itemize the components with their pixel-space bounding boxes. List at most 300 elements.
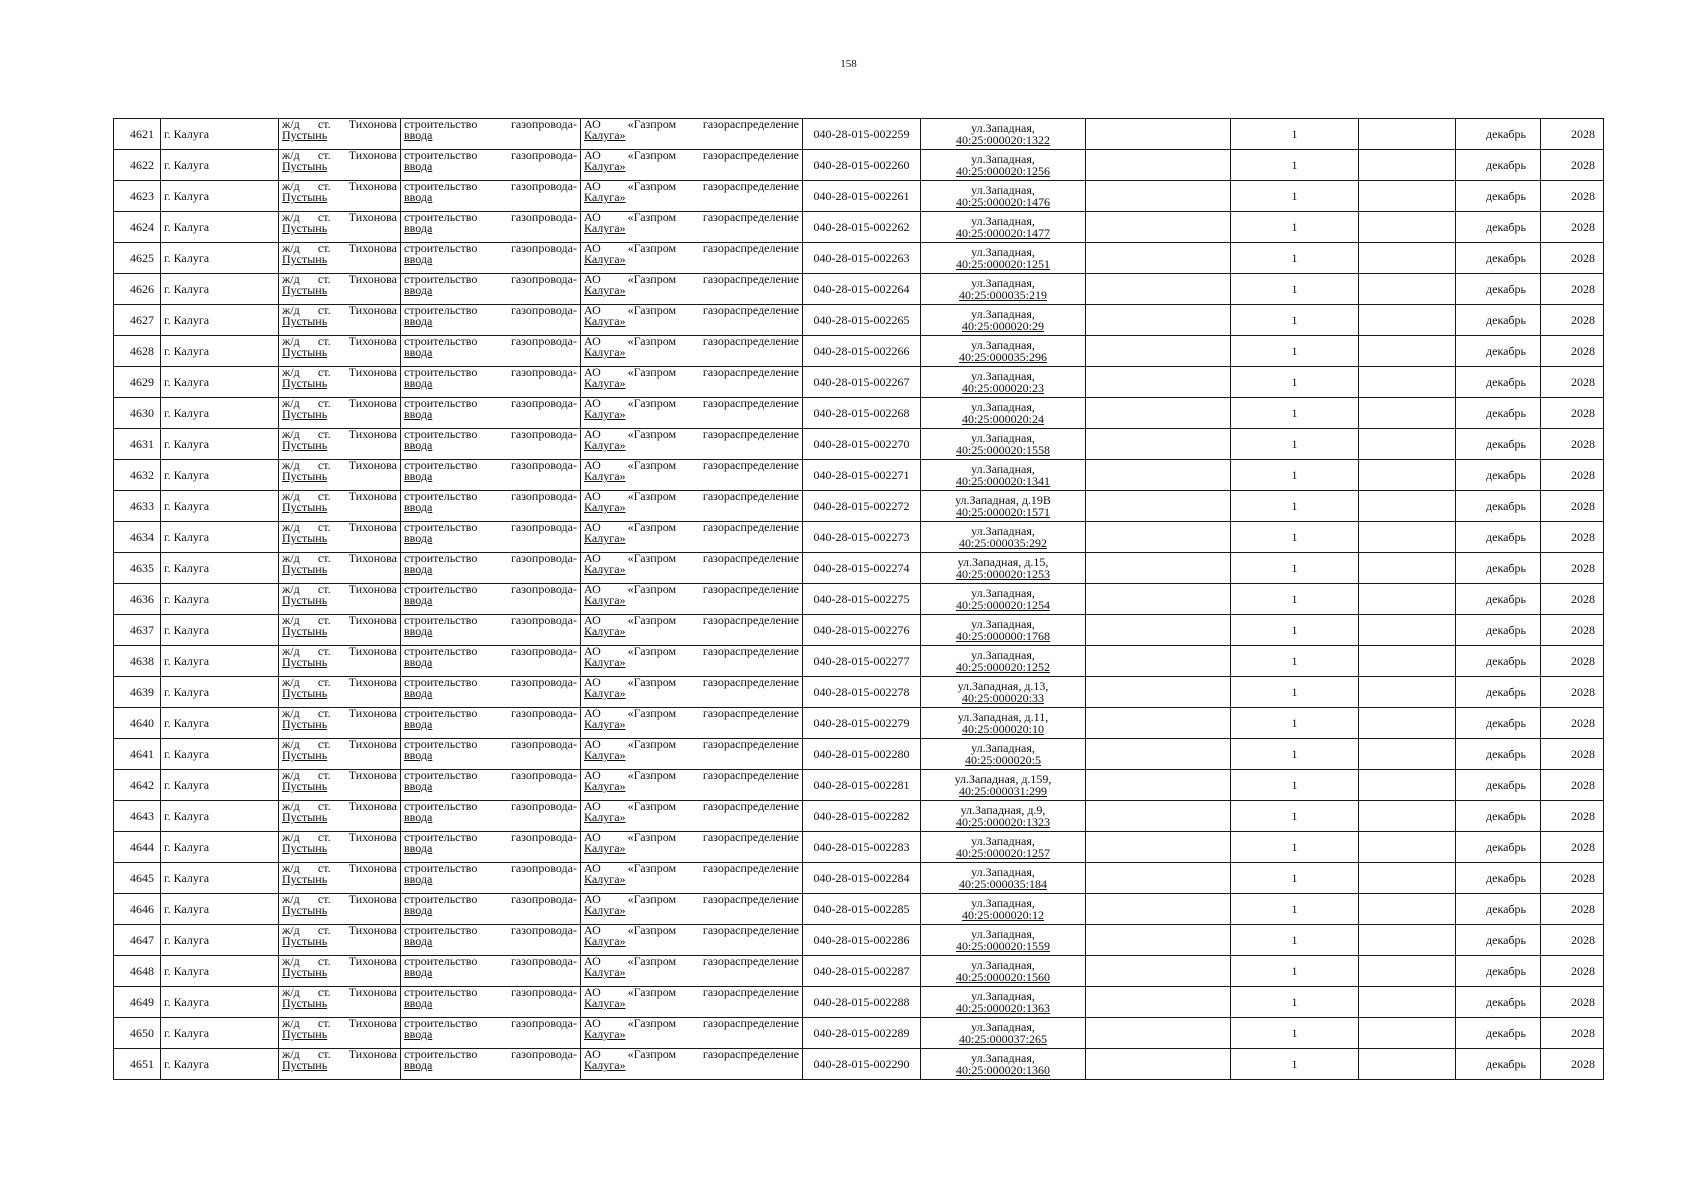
location-cell <box>279 398 401 429</box>
work-type-cell <box>401 956 581 987</box>
registry-code-cell: 040-28-015-002271 <box>803 460 921 491</box>
location-line-1: ж/д ст. Тихонова <box>282 335 397 348</box>
address-cell <box>921 1049 1086 1080</box>
work-type-line-1: строительство газопровода- <box>404 552 577 565</box>
location-cell <box>279 1018 401 1049</box>
work-type-line-2: ввода <box>404 965 433 979</box>
work-type-cell <box>401 150 581 181</box>
month-cell: декабрь <box>1456 150 1541 181</box>
address-street: ул.Западная, <box>971 214 1035 228</box>
organization-line-2: Калуга» <box>584 531 626 545</box>
city-cell: г. Калуга <box>161 212 279 243</box>
cadastral-number: 40:25:000020:29 <box>961 319 1044 333</box>
city-cell: г. Калуга <box>161 553 279 584</box>
registry-code-cell: 040-28-015-002261 <box>803 181 921 212</box>
table-row <box>114 243 1604 274</box>
empty-cell-2 <box>1359 274 1456 305</box>
work-type-cell <box>401 212 581 243</box>
registry-code-cell: 040-28-015-002266 <box>803 336 921 367</box>
registry-code-cell: 040-28-015-002268 <box>803 398 921 429</box>
work-type-line-1: строительство газопровода- <box>404 955 577 968</box>
city-cell: г. Калуга <box>161 770 279 801</box>
address-street: ул.Западная, <box>971 152 1035 166</box>
address-street: ул.Западная, д.19В <box>955 493 1051 507</box>
work-type-line-1: строительство газопровода- <box>404 211 577 224</box>
location-line-1: ж/д ст. Тихонова <box>282 552 397 565</box>
organization-cell <box>581 305 803 336</box>
work-type-line-2: ввода <box>404 593 433 607</box>
row-number: 4625 <box>114 243 161 274</box>
address-street: ул.Западная, <box>971 245 1035 259</box>
work-type-cell <box>401 584 581 615</box>
quantity-cell: 1 <box>1231 398 1359 429</box>
organization-line-2: Калуга» <box>584 159 626 173</box>
empty-cell-1 <box>1086 367 1231 398</box>
organization-line-1: АО «Газпром газораспределение <box>584 676 799 689</box>
location-line-2: Пустынь <box>282 500 328 514</box>
work-type-line-1: строительство газопровода- <box>404 583 577 596</box>
address-cell <box>921 398 1086 429</box>
organization-line-1: АО «Газпром газораспределение <box>584 459 799 472</box>
year-cell: 2028 <box>1541 491 1604 522</box>
city-cell: г. Калуга <box>161 1018 279 1049</box>
address-street: ул.Западная, <box>971 183 1035 197</box>
location-cell <box>279 119 401 150</box>
location-line-1: ж/д ст. Тихонова <box>282 645 397 658</box>
city-cell: г. Калуга <box>161 646 279 677</box>
address-cell <box>921 987 1086 1018</box>
work-type-cell <box>401 398 581 429</box>
work-type-cell <box>401 894 581 925</box>
organization-line-1: АО «Газпром газораспределение <box>584 893 799 906</box>
work-type-cell <box>401 429 581 460</box>
address-cell <box>921 863 1086 894</box>
month-cell: декабрь <box>1456 522 1541 553</box>
cadastral-number: 40:25:000020:1571 <box>955 505 1050 519</box>
work-type-cell <box>401 181 581 212</box>
cadastral-number: 40:25:000020:1360 <box>955 1063 1050 1077</box>
table-row <box>114 863 1604 894</box>
empty-cell-2 <box>1359 584 1456 615</box>
month-cell: декабрь <box>1456 553 1541 584</box>
city-cell: г. Калуга <box>161 181 279 212</box>
table-row <box>114 367 1604 398</box>
location-line-1: ж/д ст. Тихонова <box>282 180 397 193</box>
empty-cell-2 <box>1359 398 1456 429</box>
registry-code-cell: 040-28-015-002288 <box>803 987 921 1018</box>
registry-code-cell: 040-28-015-002276 <box>803 615 921 646</box>
location-line-1: ж/д ст. Тихонова <box>282 118 397 131</box>
city-cell: г. Калуга <box>161 119 279 150</box>
quantity-cell: 1 <box>1231 305 1359 336</box>
city-cell: г. Калуга <box>161 243 279 274</box>
work-type-line-2: ввода <box>404 655 433 669</box>
work-type-line-1: строительство газопровода- <box>404 459 577 472</box>
month-cell: декабрь <box>1456 181 1541 212</box>
location-line-2: Пустынь <box>282 1027 328 1041</box>
organization-line-2: Калуга» <box>584 283 626 297</box>
row-number: 4635 <box>114 553 161 584</box>
empty-cell-1 <box>1086 584 1231 615</box>
empty-cell-1 <box>1086 615 1231 646</box>
empty-cell-2 <box>1359 677 1456 708</box>
work-type-line-2: ввода <box>404 903 433 917</box>
row-number: 4650 <box>114 1018 161 1049</box>
row-number: 4624 <box>114 212 161 243</box>
empty-cell-1 <box>1086 1018 1231 1049</box>
work-type-line-1: строительство газопровода- <box>404 893 577 906</box>
table-row <box>114 460 1604 491</box>
city-cell: г. Калуга <box>161 925 279 956</box>
empty-cell-2 <box>1359 150 1456 181</box>
location-line-2: Пустынь <box>282 159 328 173</box>
year-cell: 2028 <box>1541 398 1604 429</box>
location-cell <box>279 243 401 274</box>
organization-cell <box>581 925 803 956</box>
table-row <box>114 429 1604 460</box>
organization-line-1: АО «Газпром газораспределение <box>584 831 799 844</box>
year-cell: 2028 <box>1541 181 1604 212</box>
address-cell <box>921 584 1086 615</box>
location-line-1: ж/д ст. Тихонова <box>282 1017 397 1030</box>
empty-cell-1 <box>1086 429 1231 460</box>
organization-line-1: АО «Газпром газораспределение <box>584 180 799 193</box>
city-cell: г. Калуга <box>161 584 279 615</box>
city-cell: г. Калуга <box>161 615 279 646</box>
cadastral-number: 40:25:000020:1476 <box>955 195 1050 209</box>
organization-cell <box>581 801 803 832</box>
address-street: ул.Западная, <box>971 338 1035 352</box>
year-cell: 2028 <box>1541 429 1604 460</box>
row-number: 4648 <box>114 956 161 987</box>
work-type-cell <box>401 832 581 863</box>
city-cell: г. Калуга <box>161 336 279 367</box>
row-number: 4623 <box>114 181 161 212</box>
location-line-1: ж/д ст. Тихонова <box>282 273 397 286</box>
empty-cell-1 <box>1086 212 1231 243</box>
registry-code-cell: 040-28-015-002275 <box>803 584 921 615</box>
registry-code-cell: 040-28-015-002284 <box>803 863 921 894</box>
city-cell: г. Калуга <box>161 522 279 553</box>
work-type-line-1: строительство газопровода- <box>404 707 577 720</box>
empty-cell-1 <box>1086 894 1231 925</box>
cadastral-number: 40:25:000020:1560 <box>955 970 1050 984</box>
year-cell: 2028 <box>1541 584 1604 615</box>
cadastral-number: 40:25:000035:219 <box>958 288 1047 302</box>
organization-cell <box>581 212 803 243</box>
cadastral-number: 40:25:000020:1253 <box>955 567 1050 581</box>
registry-code-cell: 040-28-015-002281 <box>803 770 921 801</box>
location-cell <box>279 336 401 367</box>
organization-line-2: Калуга» <box>584 314 626 328</box>
location-line-2: Пустынь <box>282 717 328 731</box>
empty-cell-2 <box>1359 615 1456 646</box>
location-line-2: Пустынь <box>282 655 328 669</box>
registry-code-cell: 040-28-015-002272 <box>803 491 921 522</box>
work-type-cell <box>401 987 581 1018</box>
quantity-cell: 1 <box>1231 801 1359 832</box>
year-cell: 2028 <box>1541 119 1604 150</box>
registry-code-cell: 040-28-015-002273 <box>803 522 921 553</box>
address-street: ул.Западная, <box>971 524 1035 538</box>
quantity-cell: 1 <box>1231 274 1359 305</box>
organization-cell <box>581 863 803 894</box>
organization-line-2: Калуга» <box>584 655 626 669</box>
work-type-cell <box>401 739 581 770</box>
organization-cell <box>581 677 803 708</box>
work-type-line-2: ввода <box>404 438 433 452</box>
address-street: ул.Западная, <box>971 958 1035 972</box>
row-number: 4641 <box>114 739 161 770</box>
location-line-2: Пустынь <box>282 438 328 452</box>
registry-code-cell: 040-28-015-002287 <box>803 956 921 987</box>
empty-cell-2 <box>1359 739 1456 770</box>
year-cell: 2028 <box>1541 739 1604 770</box>
location-line-2: Пустынь <box>282 779 328 793</box>
work-type-cell <box>401 1018 581 1049</box>
work-type-cell <box>401 615 581 646</box>
work-type-line-2: ввода <box>404 252 433 266</box>
cadastral-number: 40:25:000000:1768 <box>955 629 1050 643</box>
quantity-cell: 1 <box>1231 367 1359 398</box>
registry-code-cell: 040-28-015-002279 <box>803 708 921 739</box>
work-type-cell <box>401 1049 581 1080</box>
organization-line-2: Калуга» <box>584 252 626 266</box>
organization-cell <box>581 987 803 1018</box>
city-cell: г. Калуга <box>161 863 279 894</box>
work-type-line-2: ввода <box>404 686 433 700</box>
quantity-cell: 1 <box>1231 863 1359 894</box>
work-type-line-1: строительство газопровода- <box>404 738 577 751</box>
address-cell <box>921 119 1086 150</box>
quantity-cell: 1 <box>1231 677 1359 708</box>
organization-line-2: Калуга» <box>584 934 626 948</box>
work-type-line-2: ввода <box>404 934 433 948</box>
quantity-cell: 1 <box>1231 739 1359 770</box>
organization-line-1: АО «Газпром газораспределение <box>584 521 799 534</box>
registry-code-cell: 040-28-015-002260 <box>803 150 921 181</box>
location-cell <box>279 801 401 832</box>
organization-cell <box>581 1049 803 1080</box>
empty-cell-2 <box>1359 460 1456 491</box>
empty-cell-1 <box>1086 181 1231 212</box>
location-cell <box>279 150 401 181</box>
address-cell <box>921 243 1086 274</box>
table-row <box>114 305 1604 336</box>
location-line-1: ж/д ст. Тихонова <box>282 893 397 906</box>
organization-line-2: Калуга» <box>584 717 626 731</box>
cadastral-number: 40:25:000020:5 <box>964 753 1041 767</box>
cadastral-number: 40:25:000020:10 <box>961 722 1044 736</box>
work-type-line-2: ввода <box>404 810 433 824</box>
location-line-2: Пустынь <box>282 128 328 142</box>
location-line-1: ж/д ст. Тихонова <box>282 614 397 627</box>
empty-cell-2 <box>1359 987 1456 1018</box>
month-cell: декабрь <box>1456 305 1541 336</box>
work-type-line-1: строительство газопровода- <box>404 1048 577 1061</box>
empty-cell-2 <box>1359 491 1456 522</box>
table-row <box>114 801 1604 832</box>
location-cell <box>279 460 401 491</box>
row-number: 4651 <box>114 1049 161 1080</box>
empty-cell-2 <box>1359 336 1456 367</box>
address-street: ул.Западная, <box>971 1020 1035 1034</box>
quantity-cell: 1 <box>1231 491 1359 522</box>
location-cell <box>279 863 401 894</box>
month-cell: декабрь <box>1456 367 1541 398</box>
month-cell: декабрь <box>1456 987 1541 1018</box>
work-type-cell <box>401 305 581 336</box>
table-row <box>114 708 1604 739</box>
work-type-line-2: ввода <box>404 779 433 793</box>
organization-line-1: АО «Газпром газораспределение <box>584 490 799 503</box>
location-line-2: Пустынь <box>282 841 328 855</box>
location-line-2: Пустынь <box>282 221 328 235</box>
work-type-line-2: ввода <box>404 221 433 235</box>
location-line-2: Пустынь <box>282 531 328 545</box>
registry-code-cell: 040-28-015-002277 <box>803 646 921 677</box>
cadastral-number: 40:25:000020:1254 <box>955 598 1050 612</box>
month-cell: декабрь <box>1456 708 1541 739</box>
city-cell: г. Калуга <box>161 274 279 305</box>
organization-line-1: АО «Газпром газораспределение <box>584 118 799 131</box>
work-type-line-2: ввода <box>404 128 433 142</box>
location-line-1: ж/д ст. Тихонова <box>282 366 397 379</box>
registry-code-cell: 040-28-015-002267 <box>803 367 921 398</box>
month-cell: декабрь <box>1456 398 1541 429</box>
work-type-cell <box>401 677 581 708</box>
address-cell <box>921 739 1086 770</box>
address-street: ул.Западная, <box>971 927 1035 941</box>
work-type-line-2: ввода <box>404 500 433 514</box>
quantity-cell: 1 <box>1231 987 1359 1018</box>
address-street: ул.Западная, <box>971 865 1035 879</box>
work-type-line-1: строительство газопровода- <box>404 180 577 193</box>
address-street: ул.Западная, <box>971 121 1035 135</box>
empty-cell-1 <box>1086 646 1231 677</box>
registry-code-cell: 040-28-015-002282 <box>803 801 921 832</box>
organization-line-1: АО «Газпром газораспределение <box>584 366 799 379</box>
empty-cell-1 <box>1086 274 1231 305</box>
location-line-1: ж/д ст. Тихонова <box>282 800 397 813</box>
empty-cell-2 <box>1359 1049 1456 1080</box>
organization-cell <box>581 491 803 522</box>
cadastral-number: 40:25:000020:1341 <box>955 474 1050 488</box>
month-cell: декабрь <box>1456 956 1541 987</box>
work-type-cell <box>401 460 581 491</box>
organization-line-1: АО «Газпром газораспределение <box>584 955 799 968</box>
work-type-line-2: ввода <box>404 159 433 173</box>
organization-line-1: АО «Газпром газораспределение <box>584 707 799 720</box>
organization-cell <box>581 894 803 925</box>
table-row <box>114 553 1604 584</box>
organization-line-1: АО «Газпром газораспределение <box>584 428 799 441</box>
registry-code-cell: 040-28-015-002264 <box>803 274 921 305</box>
year-cell: 2028 <box>1541 925 1604 956</box>
organization-cell <box>581 739 803 770</box>
registry-code-cell: 040-28-015-002262 <box>803 212 921 243</box>
organization-line-2: Калуга» <box>584 810 626 824</box>
month-cell: декабрь <box>1456 832 1541 863</box>
city-cell: г. Калуга <box>161 832 279 863</box>
location-line-2: Пустынь <box>282 1058 328 1072</box>
organization-cell <box>581 522 803 553</box>
row-number: 4634 <box>114 522 161 553</box>
organization-line-1: АО «Газпром газораспределение <box>584 645 799 658</box>
quantity-cell: 1 <box>1231 1018 1359 1049</box>
cadastral-number: 40:25:000020:1322 <box>955 133 1050 147</box>
empty-cell-1 <box>1086 677 1231 708</box>
registry-code-cell: 040-28-015-002263 <box>803 243 921 274</box>
address-cell <box>921 770 1086 801</box>
empty-cell-1 <box>1086 553 1231 584</box>
work-type-line-2: ввода <box>404 841 433 855</box>
organization-cell <box>581 429 803 460</box>
year-cell: 2028 <box>1541 553 1604 584</box>
location-cell <box>279 367 401 398</box>
city-cell: г. Калуга <box>161 801 279 832</box>
cadastral-number: 40:25:000035:184 <box>958 877 1047 891</box>
quantity-cell: 1 <box>1231 615 1359 646</box>
address-street: ул.Западная, <box>971 648 1035 662</box>
empty-cell-2 <box>1359 119 1456 150</box>
location-line-1: ж/д ст. Тихонова <box>282 1048 397 1061</box>
location-line-2: Пустынь <box>282 407 328 421</box>
address-street: ул.Западная, <box>971 369 1035 383</box>
month-cell: декабрь <box>1456 739 1541 770</box>
empty-cell-2 <box>1359 522 1456 553</box>
organization-line-1: АО «Газпром газораспределение <box>584 242 799 255</box>
row-number: 4643 <box>114 801 161 832</box>
work-type-line-1: строительство газопровода- <box>404 273 577 286</box>
empty-cell-1 <box>1086 801 1231 832</box>
city-cell: г. Калуга <box>161 894 279 925</box>
registry-code-cell: 040-28-015-002265 <box>803 305 921 336</box>
empty-cell-2 <box>1359 181 1456 212</box>
location-cell <box>279 584 401 615</box>
organization-cell <box>581 584 803 615</box>
location-line-2: Пустынь <box>282 252 328 266</box>
month-cell: декабрь <box>1456 646 1541 677</box>
work-type-line-1: строительство газопровода- <box>404 1017 577 1030</box>
row-number: 4626 <box>114 274 161 305</box>
year-cell: 2028 <box>1541 615 1604 646</box>
organization-cell <box>581 646 803 677</box>
location-cell <box>279 522 401 553</box>
location-cell <box>279 305 401 336</box>
work-type-line-2: ввода <box>404 872 433 886</box>
work-type-line-1: строительство газопровода- <box>404 397 577 410</box>
empty-cell-2 <box>1359 212 1456 243</box>
work-type-cell <box>401 491 581 522</box>
work-type-line-1: строительство газопровода- <box>404 862 577 875</box>
work-type-cell <box>401 243 581 274</box>
city-cell: г. Калуга <box>161 708 279 739</box>
organization-cell <box>581 553 803 584</box>
address-street: ул.Западная, <box>971 741 1035 755</box>
location-line-1: ж/д ст. Тихонова <box>282 955 397 968</box>
year-cell: 2028 <box>1541 677 1604 708</box>
year-cell: 2028 <box>1541 863 1604 894</box>
address-cell <box>921 956 1086 987</box>
registry-code-cell: 040-28-015-002274 <box>803 553 921 584</box>
organization-line-1: АО «Газпром газораспределение <box>584 769 799 782</box>
location-cell <box>279 491 401 522</box>
year-cell: 2028 <box>1541 832 1604 863</box>
table-row <box>114 677 1604 708</box>
organization-line-1: АО «Газпром газораспределение <box>584 335 799 348</box>
address-cell <box>921 181 1086 212</box>
